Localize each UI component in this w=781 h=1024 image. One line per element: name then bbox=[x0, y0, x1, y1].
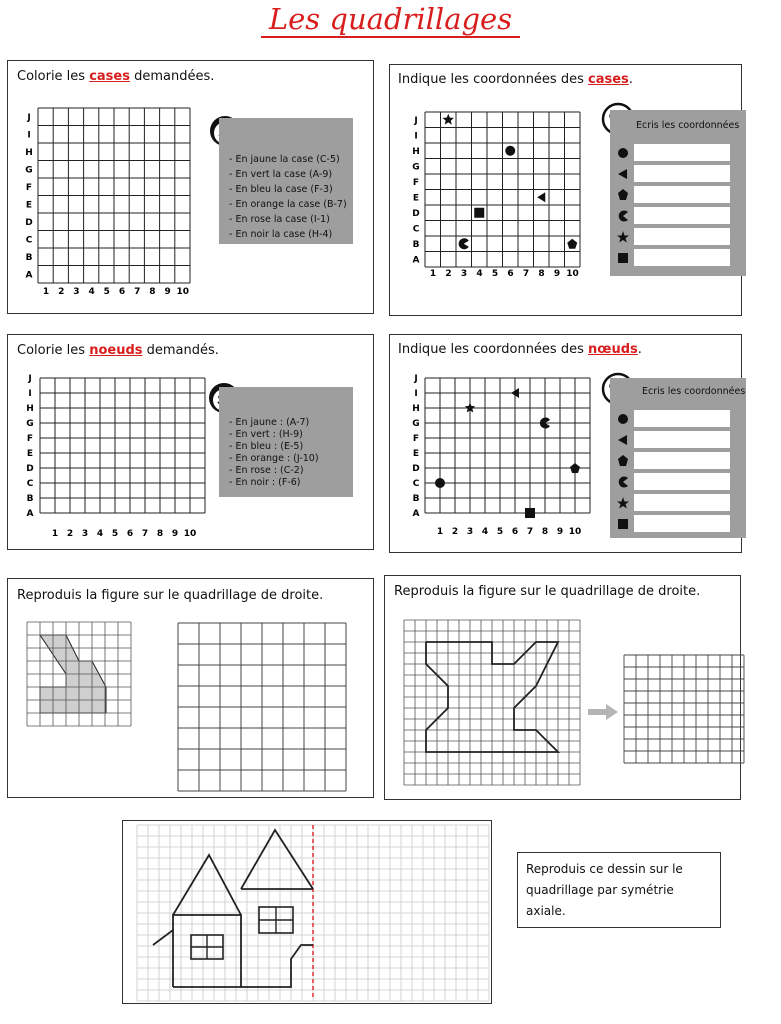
row-label: C bbox=[412, 479, 420, 489]
instruction-item: - En vert la case (A-9) bbox=[229, 169, 333, 180]
column-label: 4 bbox=[481, 527, 489, 537]
column-label: 4 bbox=[88, 287, 95, 297]
grid-lines bbox=[425, 378, 590, 513]
column-labels bbox=[437, 527, 581, 537]
answer-line-triangle[interactable] bbox=[634, 165, 730, 182]
model-figure-grid bbox=[27, 622, 133, 728]
row-label: A bbox=[25, 270, 33, 281]
column-label: 8 bbox=[149, 287, 156, 297]
column-label: 10 bbox=[183, 529, 197, 539]
column-label: 7 bbox=[526, 527, 534, 537]
row-labels bbox=[412, 116, 420, 266]
instruction-item: - En bleu la case (F-3) bbox=[229, 184, 333, 195]
row-label: D bbox=[26, 464, 34, 474]
instruction-item: - En jaune la case (C-5) bbox=[229, 154, 340, 165]
row-label: C bbox=[26, 479, 34, 489]
column-label: 1 bbox=[51, 529, 59, 539]
instruction-item: - En orange : (J-10) bbox=[229, 453, 319, 464]
column-label: 5 bbox=[491, 269, 499, 279]
column-label: 5 bbox=[496, 527, 504, 537]
instruction-item: - En orange la case (B-7) bbox=[229, 199, 347, 210]
column-label: 3 bbox=[466, 527, 474, 537]
symmetry-instruction bbox=[517, 852, 721, 928]
answer-line-star[interactable] bbox=[634, 228, 730, 245]
column-label: 10 bbox=[568, 527, 582, 537]
row-label: H bbox=[412, 404, 420, 414]
reproduction-grid-2 bbox=[624, 655, 746, 765]
row-label: I bbox=[414, 389, 418, 399]
row-label: B bbox=[412, 240, 420, 250]
row-label: I bbox=[414, 131, 418, 142]
instruction-item: - En noir : (F-6) bbox=[229, 477, 301, 488]
pacman-shape bbox=[459, 238, 469, 249]
row-label: B bbox=[412, 494, 420, 504]
square-icon bbox=[616, 249, 630, 266]
column-label: 8 bbox=[541, 527, 549, 537]
instruction-item: - En rose : (C-2) bbox=[229, 465, 304, 476]
instruction-item: - En vert : (H-9) bbox=[229, 429, 303, 440]
row-label: B bbox=[25, 253, 33, 263]
triangle-icon bbox=[616, 165, 630, 182]
column-label: 8 bbox=[538, 269, 545, 279]
pentagon-icon bbox=[616, 452, 630, 469]
window-icon bbox=[191, 935, 223, 959]
pacman-icon bbox=[616, 473, 630, 490]
column-label: 8 bbox=[156, 529, 164, 539]
grid-lines bbox=[40, 378, 205, 513]
column-label: 5 bbox=[111, 529, 119, 539]
column-label: 6 bbox=[126, 529, 134, 539]
column-label: 7 bbox=[141, 529, 149, 539]
column-label: 2 bbox=[66, 529, 74, 539]
answer-line-square[interactable] bbox=[634, 515, 730, 532]
column-label: 3 bbox=[81, 529, 89, 539]
square-icon bbox=[616, 515, 630, 532]
column-label: 7 bbox=[134, 287, 141, 297]
row-label: D bbox=[412, 209, 420, 219]
row-label: D bbox=[412, 464, 420, 474]
answer-line-circle[interactable] bbox=[634, 144, 730, 161]
row-label: G bbox=[412, 419, 420, 429]
row-label: E bbox=[26, 449, 34, 459]
row-label: G bbox=[412, 162, 420, 173]
row-label: A bbox=[26, 509, 34, 519]
column-label: 9 bbox=[553, 269, 561, 279]
instruction-item: - En noir la case (H-4) bbox=[229, 229, 333, 240]
row-label: C bbox=[412, 224, 420, 235]
exercise-2-instruction: Indique les coordonnées des cases. bbox=[398, 72, 633, 87]
instruction-line: axiale. bbox=[526, 904, 566, 918]
cell-grid-2 bbox=[405, 104, 585, 284]
instructions-panel bbox=[219, 118, 353, 244]
column-labels bbox=[52, 529, 196, 539]
exercise-6-instruction: Reproduis la figure sur le quadrillage de droite. bbox=[394, 584, 701, 599]
circle-icon bbox=[616, 410, 630, 427]
instruction-item: - En rose la case (I-1) bbox=[229, 214, 330, 225]
exercise-5-instruction: Reproduis la figure sur le quadrillage de droite. bbox=[17, 588, 324, 603]
page-title: Les quadrillages bbox=[0, 0, 781, 38]
row-label: H bbox=[26, 404, 34, 414]
star-icon bbox=[616, 494, 630, 511]
column-label: 7 bbox=[522, 269, 530, 279]
grid-lines bbox=[624, 655, 744, 763]
answer-line-circle[interactable] bbox=[634, 410, 730, 427]
instruction-line: Reproduis ce dessin sur le bbox=[526, 862, 683, 876]
pentagon-icon bbox=[616, 186, 630, 203]
row-label: I bbox=[28, 389, 32, 399]
column-label: 2 bbox=[445, 269, 452, 279]
instruction-item: - En bleu : (E-5) bbox=[229, 441, 304, 452]
exercise-3-instruction: Colorie les noeuds demandés. bbox=[17, 343, 219, 358]
circle-shape bbox=[435, 478, 445, 488]
row-label: F bbox=[412, 178, 420, 188]
grid-lines bbox=[178, 623, 346, 791]
star-shape bbox=[443, 114, 455, 125]
square-shape bbox=[474, 208, 484, 218]
column-label: 1 bbox=[436, 527, 444, 537]
triangle-shape bbox=[537, 192, 545, 202]
row-label: E bbox=[412, 193, 420, 204]
answer-panel bbox=[610, 110, 746, 276]
pentagon-shape bbox=[570, 463, 580, 473]
panel-title: Ecris les coordonnées bbox=[642, 386, 746, 397]
column-label: 1 bbox=[429, 269, 437, 279]
row-label: J bbox=[414, 374, 418, 384]
row-label: F bbox=[26, 434, 34, 444]
row-label: G bbox=[26, 419, 34, 429]
row-label: E bbox=[412, 449, 420, 459]
row-label: C bbox=[25, 235, 33, 246]
node-grid-1 bbox=[20, 370, 195, 542]
column-label: 3 bbox=[460, 269, 468, 279]
reproduction-grid-1 bbox=[178, 623, 348, 791]
answer-line-pacman[interactable] bbox=[634, 207, 730, 224]
row-label: G bbox=[25, 165, 33, 176]
row-label: A bbox=[412, 509, 420, 519]
row-label: F bbox=[25, 183, 33, 193]
answer-line-star[interactable] bbox=[634, 494, 730, 511]
column-label: 2 bbox=[451, 527, 459, 537]
exercise-1-instruction: Colorie les cases demandées. bbox=[17, 69, 215, 84]
column-label: 6 bbox=[118, 287, 126, 297]
row-label: D bbox=[25, 218, 33, 228]
answer-panel bbox=[610, 378, 746, 538]
answer-line-pentagon[interactable] bbox=[634, 186, 730, 203]
grid-lines bbox=[425, 112, 580, 267]
arrow-right-icon bbox=[586, 702, 620, 722]
symmetry-grid bbox=[137, 825, 489, 1000]
grid-lines bbox=[38, 108, 190, 283]
instruction-item: - En jaune : (A-7) bbox=[229, 417, 310, 428]
node-grid-2 bbox=[405, 368, 585, 543]
column-label: 6 bbox=[511, 527, 519, 537]
column-label: 10 bbox=[176, 287, 190, 297]
column-label: 1 bbox=[42, 287, 50, 297]
house-roof bbox=[173, 855, 241, 915]
row-label: H bbox=[412, 147, 420, 157]
cell-grid-1 bbox=[20, 100, 195, 300]
pacman-icon bbox=[616, 207, 630, 224]
column-label: 4 bbox=[96, 529, 104, 539]
answer-line-triangle[interactable] bbox=[634, 431, 730, 448]
instructions-panel bbox=[219, 387, 353, 497]
row-label: F bbox=[412, 434, 420, 444]
answer-line-pentagon[interactable] bbox=[634, 452, 730, 469]
column-label: 10 bbox=[566, 269, 579, 279]
pentagon-shape bbox=[567, 239, 577, 249]
row-label: J bbox=[27, 113, 31, 123]
triangle-icon bbox=[616, 431, 630, 448]
column-label: 5 bbox=[103, 287, 110, 297]
row-label: J bbox=[414, 116, 418, 126]
column-label: 9 bbox=[164, 287, 171, 297]
row-label: E bbox=[25, 200, 33, 211]
row-labels bbox=[26, 374, 34, 519]
panel-title: Ecris les coordonnées bbox=[636, 120, 740, 131]
column-label: 2 bbox=[58, 287, 65, 297]
row-labels bbox=[25, 113, 33, 281]
circle-icon bbox=[616, 144, 630, 161]
column-label: 6 bbox=[507, 269, 514, 279]
circle-shape bbox=[505, 146, 515, 156]
row-label: I bbox=[27, 130, 31, 141]
column-labels bbox=[43, 287, 189, 297]
column-label: 9 bbox=[556, 527, 564, 537]
row-label: J bbox=[28, 374, 32, 384]
instruction-line: quadrillage par symétrie bbox=[526, 883, 674, 897]
window-icon bbox=[259, 907, 293, 933]
row-label: H bbox=[25, 148, 33, 158]
exercise-4-instruction: Indique les coordonnées des nœuds. bbox=[398, 342, 642, 357]
answer-line-square[interactable] bbox=[634, 249, 730, 266]
column-label: 9 bbox=[171, 529, 179, 539]
row-labels bbox=[412, 374, 420, 519]
square-shape bbox=[525, 508, 535, 518]
answer-line-pacman[interactable] bbox=[634, 473, 730, 490]
column-label: 3 bbox=[73, 287, 80, 297]
star-icon bbox=[616, 228, 630, 245]
row-label: A bbox=[412, 255, 420, 266]
row-label: B bbox=[26, 494, 34, 504]
column-labels bbox=[430, 269, 579, 279]
model-figure-grid bbox=[404, 620, 580, 785]
column-label: 4 bbox=[476, 269, 483, 279]
